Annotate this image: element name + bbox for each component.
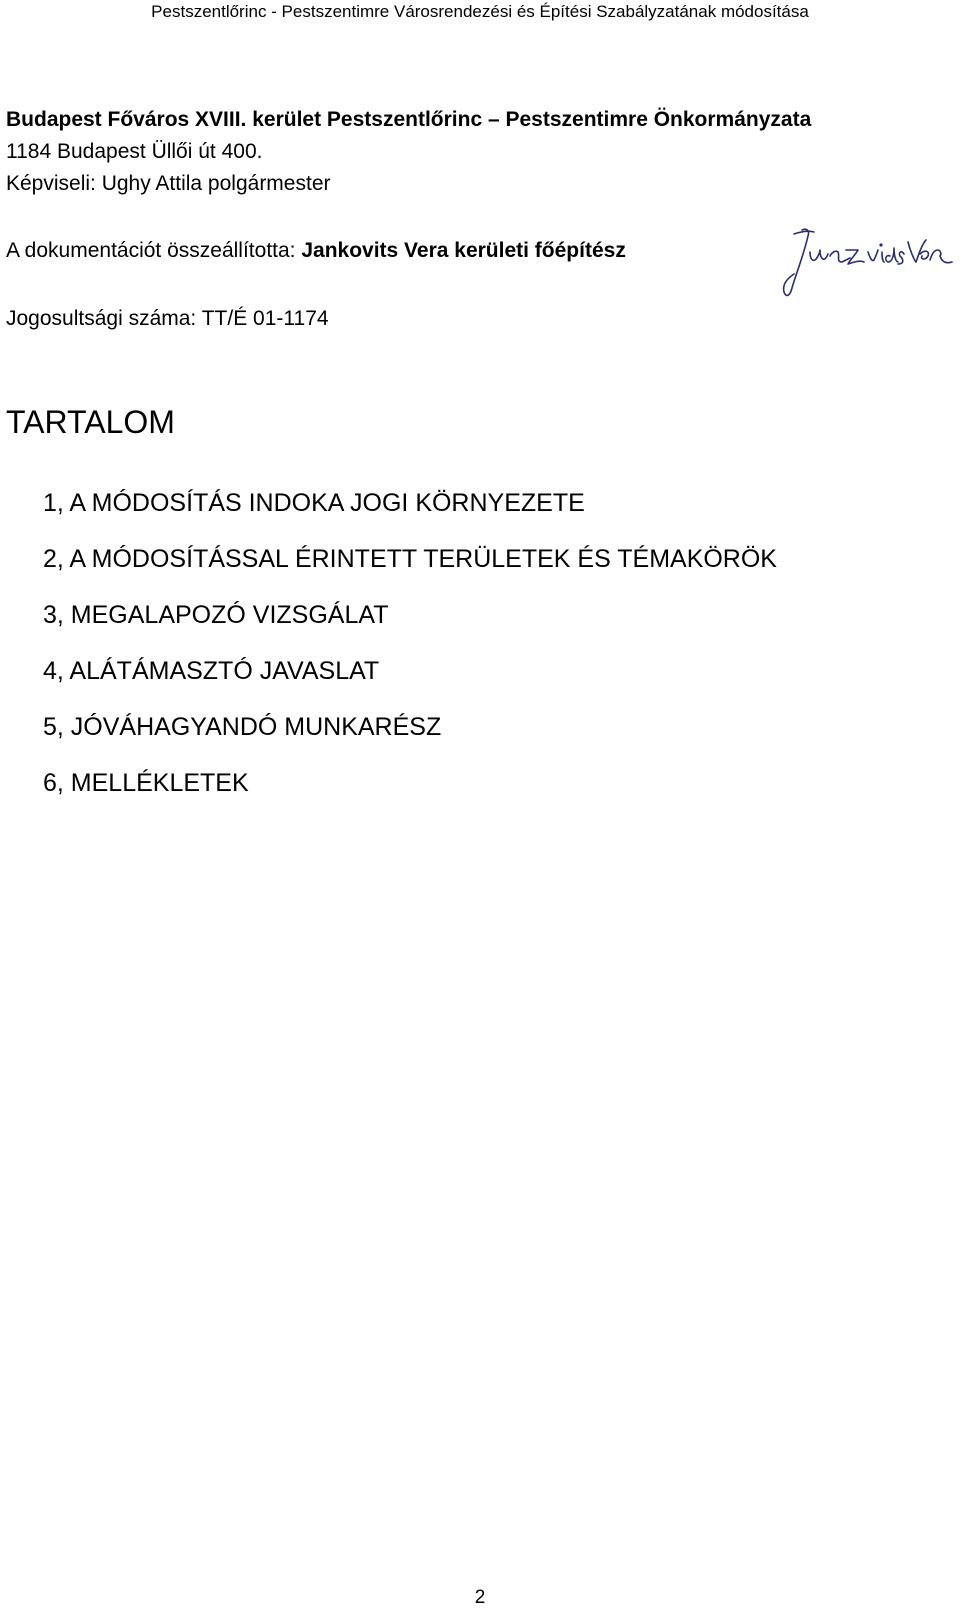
toc-item: 6, MELLÉKLETEK: [43, 769, 249, 797]
toc-title: TARTALOM: [6, 404, 175, 440]
running-header: Pestszentlőrinc - Pestszentimre Városrendezési és Építési Szabályzatának módosítása: [151, 2, 809, 21]
toc-item: 4, ALÁTÁMASZTÓ JAVASLAT: [43, 657, 380, 685]
toc-item: 5, JÓVÁHAGYANDÓ MUNKARÉSZ: [43, 713, 442, 741]
handwritten-signature: [780, 222, 955, 310]
toc-item: 3, MEGALAPOZÓ VIZSGÁLAT: [43, 601, 389, 629]
issuer-name: Budapest Főváros XVIII. kerület Pestszentlőrinc – Pestszentimre Önkormányzata: [6, 108, 812, 131]
issuer-address: 1184 Budapest Üllői út 400.: [6, 140, 263, 163]
table-of-contents: [43, 485, 777, 821]
issuer-representative: Képviseli: Ughy Attila polgármester: [6, 172, 331, 195]
page-number: 2: [474, 1587, 486, 1608]
author-label: A dokumentációt összeállította:: [6, 239, 302, 262]
toc-item: 2, A MÓDOSÍTÁSSAL ÉRINTETT TERÜLETEK ÉS TÉMAKÖRÖK: [43, 545, 777, 573]
author-line: [6, 235, 626, 267]
license-number: Jogosultsági száma: TT/É 01-1174: [6, 307, 329, 330]
toc-item: 1, A MÓDOSÍTÁS INDOKA JOGI KÖRNYEZETE: [43, 489, 585, 517]
author-name: Jankovits Vera kerületi főépítész: [301, 239, 626, 262]
issuer-block: [6, 104, 811, 200]
